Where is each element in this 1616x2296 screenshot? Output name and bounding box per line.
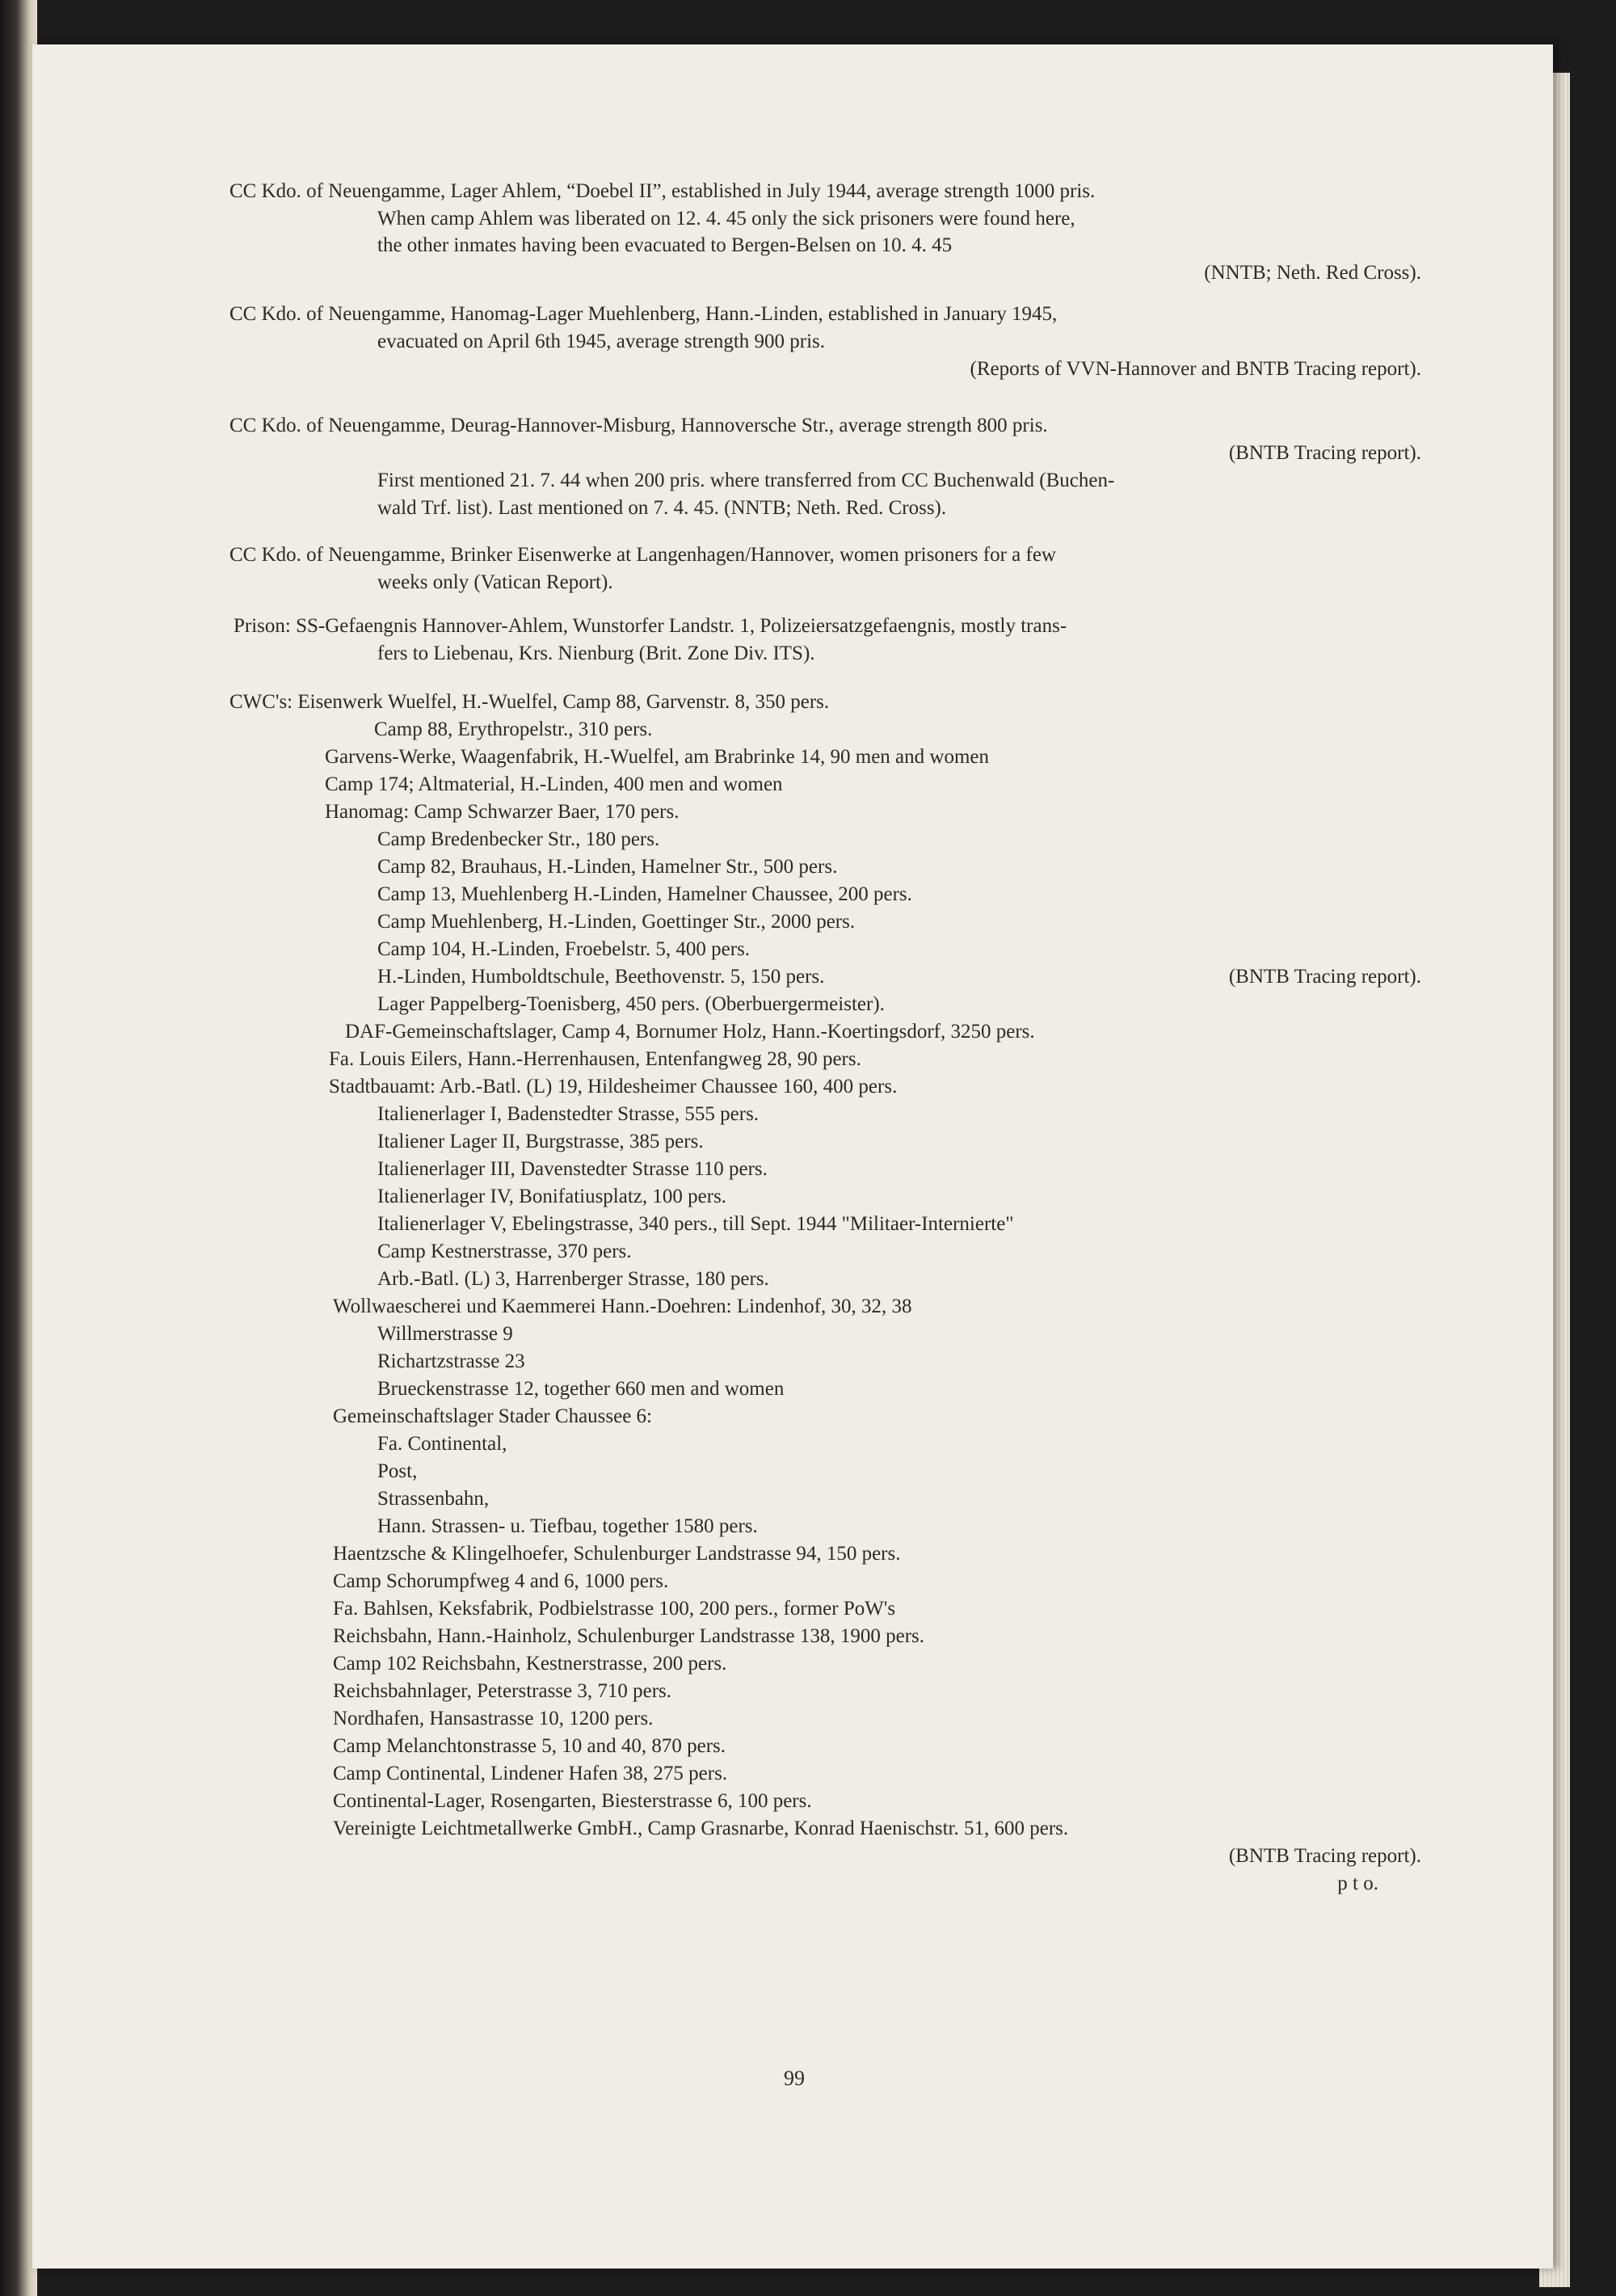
- text-line: When camp Ahlem was liberated on 12. 4. 45 only the sick prisoners were found here,: [377, 208, 1075, 230]
- text-line: Prison: SS-Gefaengnis Hannover-Ahlem, Wunstorfer Landstr. 1, Polizeiersatzgefaengnis, mostly trans-: [234, 615, 1067, 637]
- text-line: Post,: [377, 1460, 418, 1482]
- text-line: Reichsbahn, Hann.-Hainholz, Schulenburger Landstrasse 138, 1900 pers.: [333, 1625, 925, 1647]
- text-line: Italienerlager III, Davenstedter Strasse 110 pers.: [377, 1158, 768, 1180]
- text-line: Camp Schorumpfweg 4 and 6, 1000 pers.: [333, 1570, 669, 1592]
- text-line: CC Kdo. of Neuengamme, Hanomag-Lager Muehlenberg, Hann.-Linden, established in January 1945,: [229, 303, 1058, 325]
- text-line: (Reports of VVN-Hannover and BNTB Tracing report).: [970, 358, 1421, 380]
- text-line: Continental-Lager, Rosengarten, Biesterstrasse 6, 100 pers.: [333, 1790, 812, 1812]
- text-line: CC Kdo. of Neuengamme, Lager Ahlem, “Doebel II”, established in July 1944, average strength 1000 pris.: [229, 180, 1096, 202]
- text-line: CWC's: Eisenwerk Wuelfel, H.-Wuelfel, Camp 88, Garvenstr. 8, 350 pers.: [229, 691, 830, 713]
- text-line: Hann. Strassen- u. Tiefbau, together 1580 pers.: [377, 1515, 758, 1537]
- text-line: evacuated on April 6th 1945, average strength 900 pris.: [377, 331, 826, 352]
- text-line: Italienerlager V, Ebelingstrasse, 340 pers., till Sept. 1944 "Militaer-Internierte": [377, 1213, 1014, 1235]
- text-line: Fa. Continental,: [377, 1433, 507, 1455]
- text-line: First mentioned 21. 7. 44 when 200 pris. where transferred from CC Buchenwald (Buchen-: [377, 470, 1115, 491]
- text-line: Wollwaescherei und Kaemmerei Hann.-Doehren: Lindenhof, 30, 32, 38: [333, 1295, 912, 1317]
- text-line: Haentzsche & Klingelhoefer, Schulenburger Landstrasse 94, 150 pers.: [333, 1543, 901, 1565]
- text-line: Camp 13, Muehlenberg H.-Linden, Hamelner Chaussee, 200 pers.: [377, 883, 912, 905]
- text-line: the other inmates having been evacuated to Bergen-Belsen on 10. 4. 45: [377, 234, 953, 256]
- text-line: Fa. Louis Eilers, Hann.-Herrenhausen, Entenfangweg 28, 90 pers.: [329, 1048, 861, 1070]
- text-line: Fa. Bahlsen, Keksfabrik, Podbielstrasse 100, 200 pers., former PoW's: [333, 1598, 896, 1620]
- text-line: (NNTB; Neth. Red Cross).: [1204, 262, 1421, 284]
- text-line: weeks only (Vatican Report).: [377, 571, 613, 593]
- text-line: Arb.-Batl. (L) 3, Harrenberger Strasse, 180 pers.: [377, 1268, 769, 1290]
- text-line: Italienerlager IV, Bonifatiusplatz, 100 pers.: [377, 1186, 727, 1207]
- text-line: Nordhafen, Hansastrasse 10, 1200 pers.: [333, 1708, 654, 1729]
- text-line: wald Trf. list). Last mentioned on 7. 4. 45. (NNTB; Neth. Red. Cross).: [377, 497, 947, 519]
- text-line: Richartzstrasse 23: [377, 1350, 525, 1372]
- page-text: [32, 44, 1553, 2269]
- text-line: Camp Bredenbecker Str., 180 pers.: [377, 828, 660, 850]
- text-line: Camp 88, Erythropelstr., 310 pers.: [374, 718, 653, 740]
- text-line: H.-Linden, Humboldtschule, Beethovenstr. 5, 150 pers.: [377, 966, 825, 988]
- text-line: Italienerlager I, Badenstedter Strasse, 555 pers.: [377, 1103, 760, 1125]
- text-line: Camp 174; Altmaterial, H.-Linden, 400 men and women: [325, 773, 783, 795]
- text-line: Italiener Lager II, Burgstrasse, 385 pers.: [377, 1131, 704, 1152]
- text-line: Brueckenstrasse 12, together 660 men and women: [377, 1378, 785, 1400]
- text-line: Vereinigte Leichtmetallwerke GmbH., Camp Grasnarbe, Konrad Haenischstr. 51, 600 pers.: [333, 1818, 1069, 1839]
- text-line: Camp Muehlenberg, H.-Linden, Goettinger Str., 2000 pers.: [377, 911, 856, 933]
- text-line: (BNTB Tracing report).: [1228, 1845, 1421, 1867]
- text-line: Camp Continental, Lindener Hafen 38, 275 pers.: [333, 1763, 728, 1784]
- text-line: Stadtbauamt: Arb.-Batl. (L) 19, Hildesheimer Chaussee 160, 400 pers.: [329, 1076, 898, 1097]
- text-line: Camp Melanchtonstrasse 5, 10 and 40, 870 pers.: [333, 1735, 726, 1757]
- text-line: Willmerstrasse 9: [377, 1323, 513, 1345]
- text-line: Garvens-Werke, Waagenfabrik, H.-Wuelfel, am Brabrinke 14, 90 men and women: [325, 746, 989, 768]
- text-line: (BNTB Tracing report).: [1228, 442, 1421, 464]
- text-line: CC Kdo. of Neuengamme, Brinker Eisenwerke at Langenhagen/Hannover, women prisoners for a few: [229, 544, 1056, 566]
- text-line: Reichsbahnlager, Peterstrasse 3, 710 pers.: [333, 1680, 672, 1702]
- text-line: DAF-Gemeinschaftslager, Camp 4, Bornumer Holz, Hann.-Koertingsdorf, 3250 pers.: [345, 1021, 1035, 1043]
- document-page: [32, 44, 1553, 2269]
- text-line: Camp 82, Brauhaus, H.-Linden, Hamelner Str., 500 pers.: [377, 856, 838, 878]
- text-line: Gemeinschaftslager Stader Chaussee 6:: [333, 1405, 653, 1427]
- page-number: 99: [784, 2066, 805, 2090]
- text-line: Lager Pappelberg-Toenisberg, 450 pers. (Oberbuergermeister).: [377, 993, 885, 1015]
- text-line: (BNTB Tracing report).: [1228, 966, 1421, 988]
- text-line: fers to Liebenau, Krs. Nienburg (Brit. Zone Div. ITS).: [377, 642, 815, 664]
- text-line: Strassenbahn,: [377, 1488, 490, 1510]
- pto-note: p t o.: [1337, 1873, 1378, 1894]
- text-line: Hanomag: Camp Schwarzer Baer, 170 pers.: [325, 801, 680, 823]
- text-line: CC Kdo. of Neuengamme, Deurag-Hannover-Misburg, Hannoversche Str., average strength 800 pris.: [229, 415, 1048, 436]
- text-line: Camp 104, H.-Linden, Froebelstr. 5, 400 pers.: [377, 938, 751, 960]
- text-line: Camp Kestnerstrasse, 370 pers.: [377, 1241, 632, 1262]
- text-line: Camp 102 Reichsbahn, Kestnerstrasse, 200 pers.: [333, 1653, 727, 1675]
